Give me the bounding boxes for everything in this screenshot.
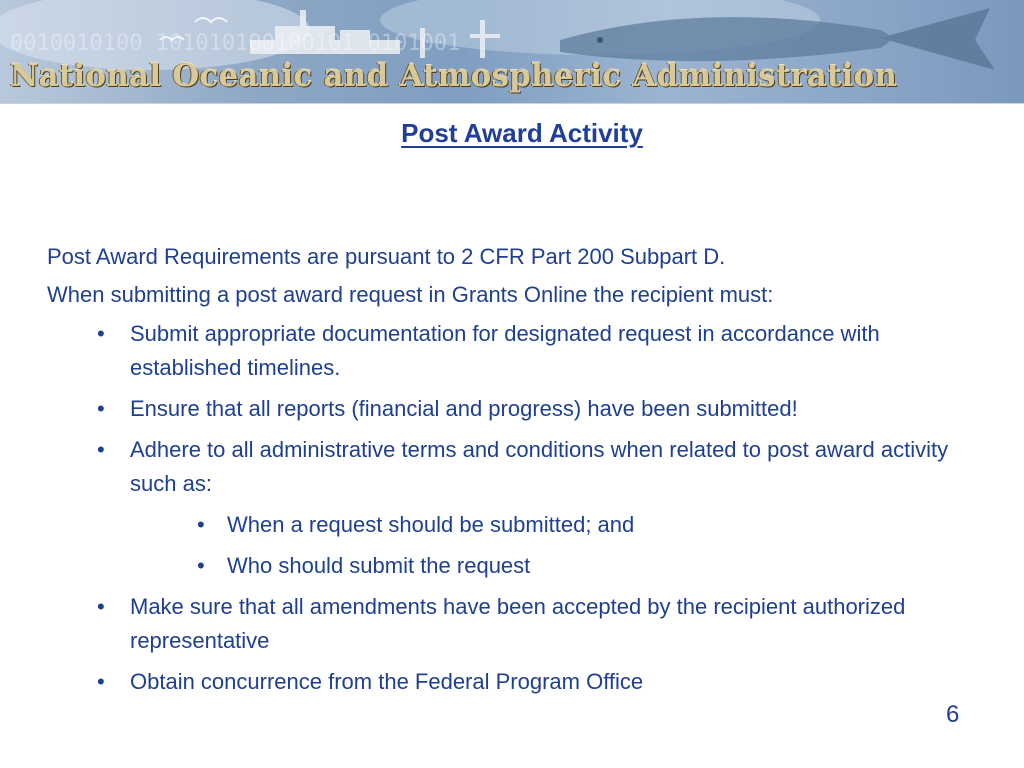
banner-title: National Oceanic and Atmospheric Administration xyxy=(10,58,898,94)
page-number: 6 xyxy=(946,701,960,728)
sub-list-item xyxy=(47,508,997,542)
slide-title: Post Award Activity xyxy=(401,118,643,148)
list-item-text: Ensure that all reports (financial and progress) have been submitted! xyxy=(130,396,798,421)
instruction-paragraph: When submitting a post award request in Grants Online the recipient must: xyxy=(47,282,774,307)
bullet-icon: • xyxy=(97,669,105,694)
list-item xyxy=(47,392,997,426)
list-item-text: Obtain concurrence from the Federal Program Office xyxy=(130,669,644,694)
bullet-icon: • xyxy=(97,594,105,619)
sub-list-item xyxy=(47,549,997,583)
sub-list-item-text: Who should submit the request xyxy=(227,553,531,578)
list-item-text: Make sure that all amendments have been accepted by the recipient authorized representative xyxy=(130,594,906,653)
banner-binary-text: 0010010100 101010100100101 0101001 xyxy=(10,31,461,56)
list-item xyxy=(47,317,997,385)
list-item-text: Adhere to all administrative terms and conditions when related to post award activity such as: xyxy=(130,437,949,496)
bullet-icon: • xyxy=(97,396,105,421)
list-item xyxy=(47,665,997,699)
intro-paragraph: Post Award Requirements are pursuant to 2 CFR Part 200 Subpart D. xyxy=(47,244,726,269)
list-item xyxy=(47,433,997,501)
bullet-icon: • xyxy=(197,553,205,578)
noaa-banner xyxy=(0,0,1024,104)
bullet-icon: • xyxy=(197,512,205,537)
bullet-icon: • xyxy=(97,321,105,346)
bullet-icon: • xyxy=(97,437,105,462)
slide-body xyxy=(47,236,997,706)
sub-list-item-text: When a request should be submitted; and xyxy=(227,512,635,537)
list-item-text: Submit appropriate documentation for designated request in accordance with established timelines. xyxy=(130,321,880,380)
list-item xyxy=(47,590,997,658)
